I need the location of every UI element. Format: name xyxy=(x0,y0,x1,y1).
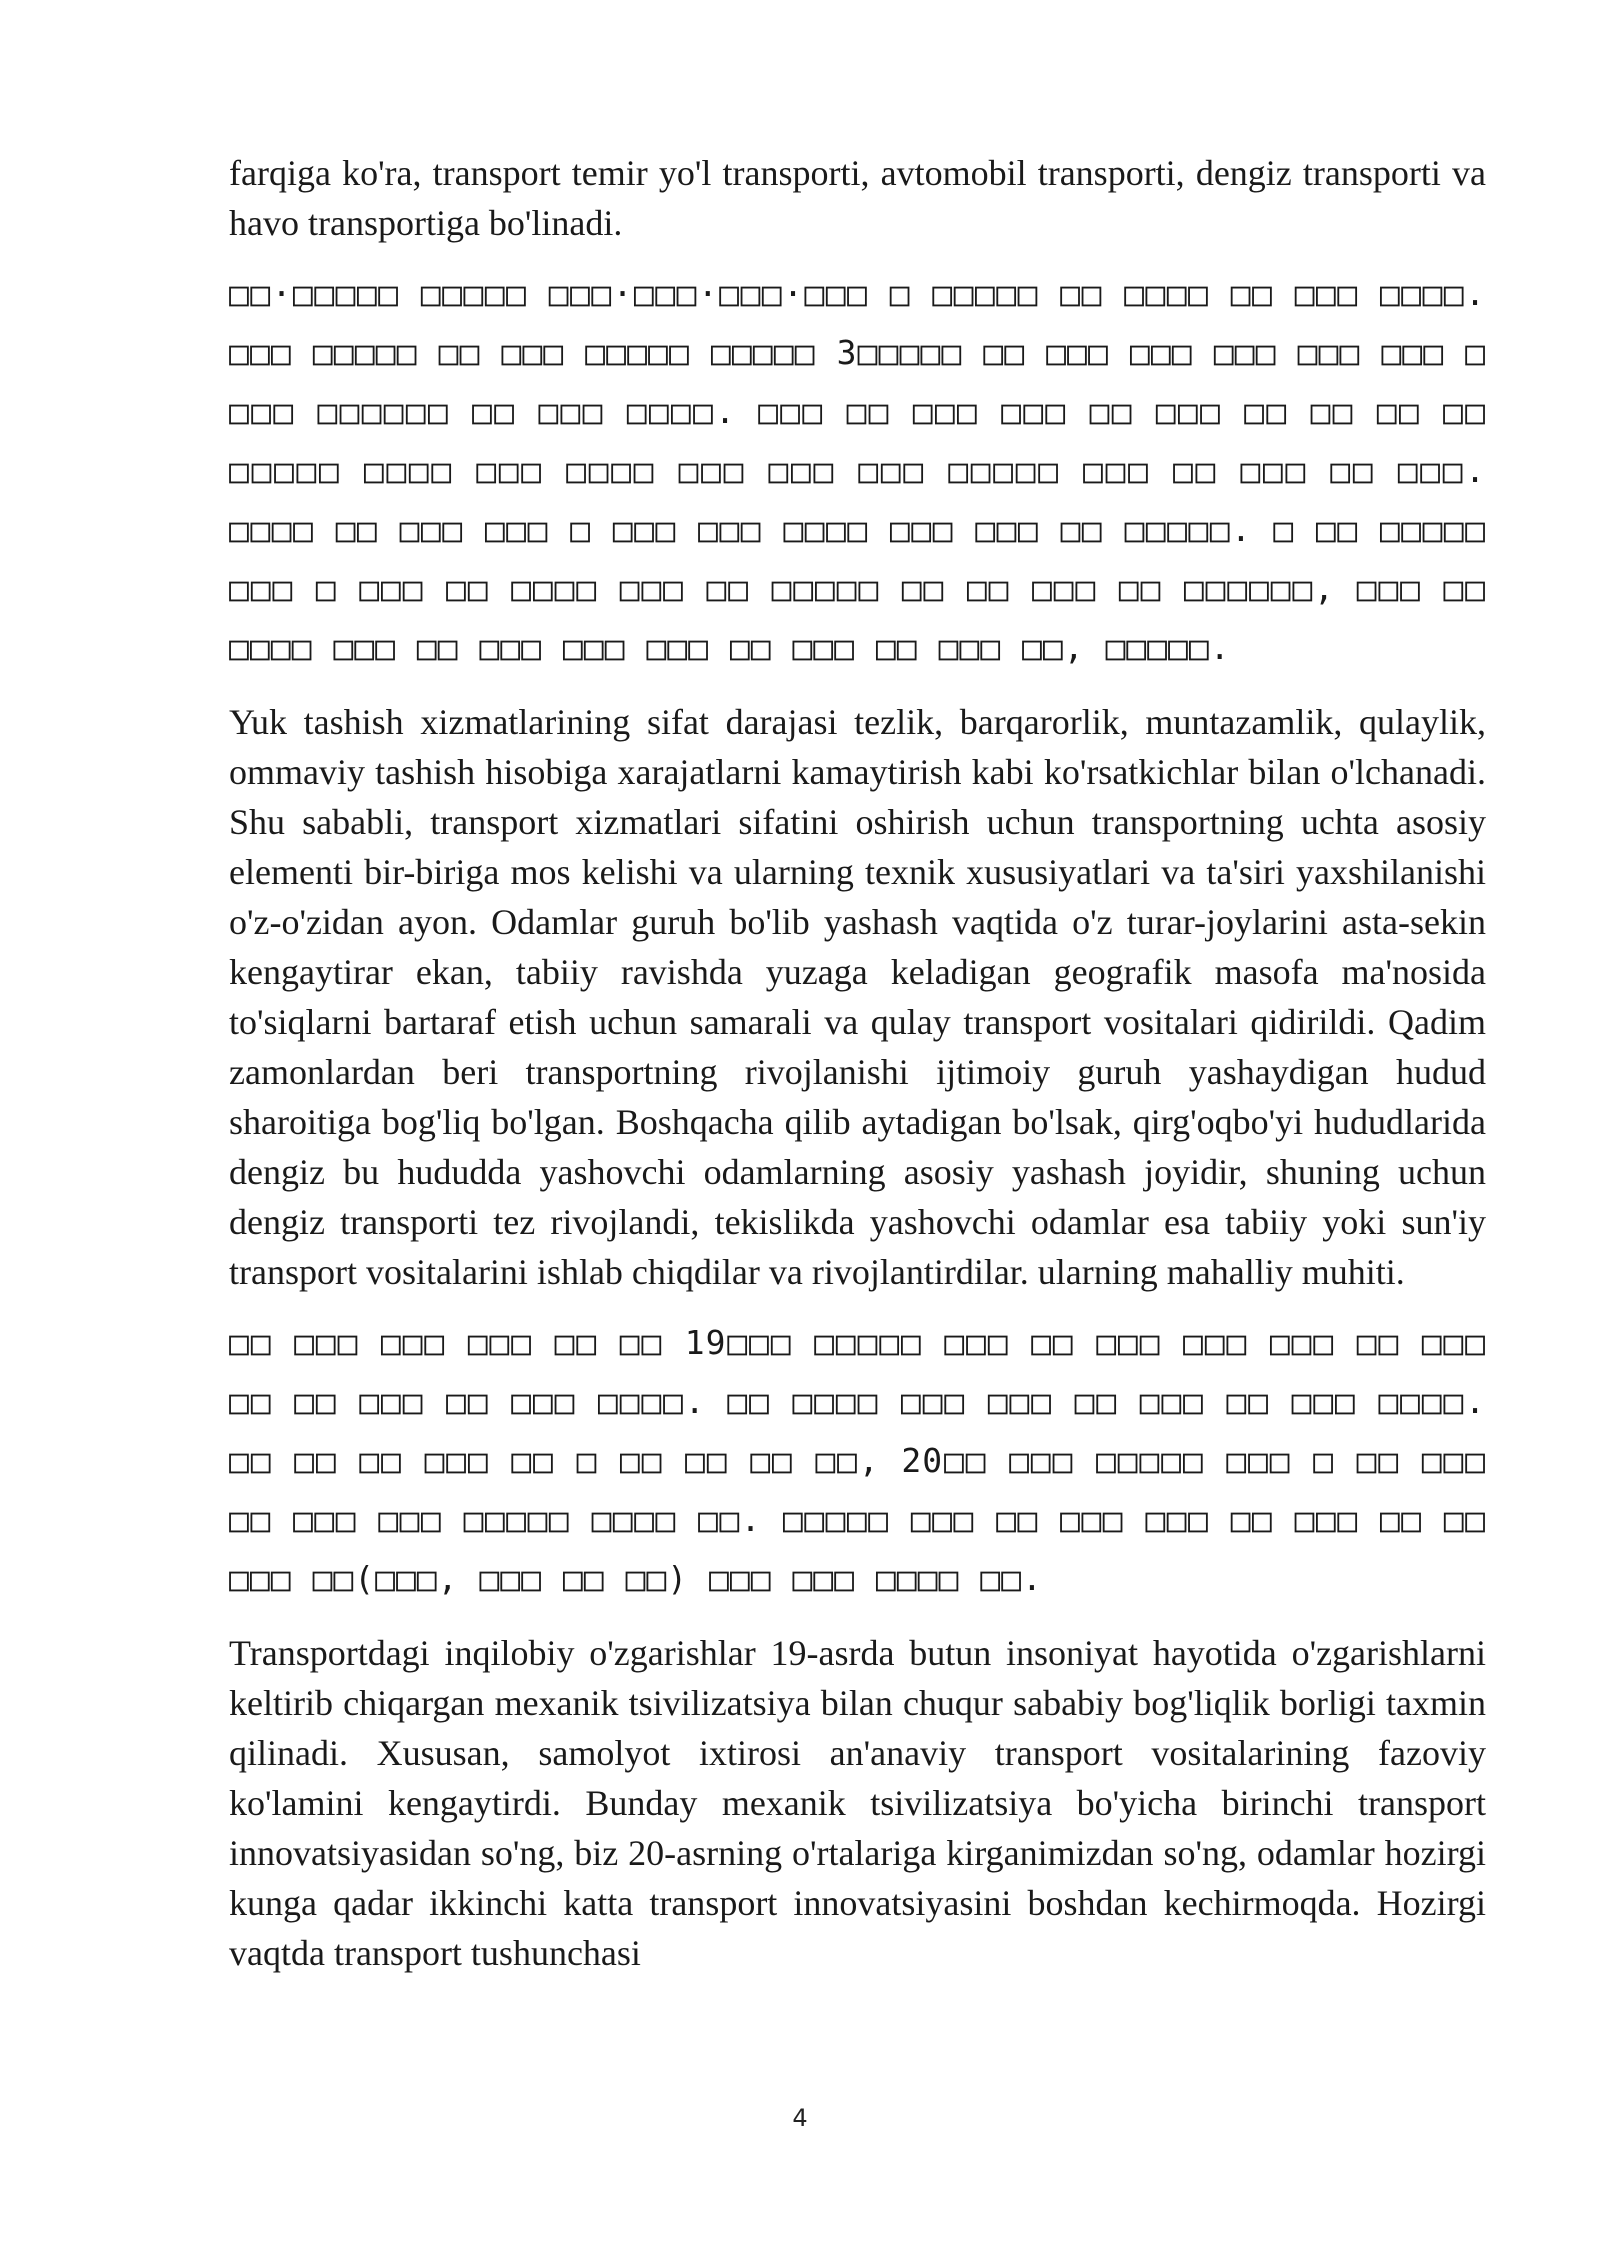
paragraph-transport-revolution: Transportdagi inqilobiy o'zgarishlar 19-asrda butun insoniyat hayotida o'zgarishlarni keltirib chiqargan mexanik tsivilizatsiya bilan chuqur sababiy bog'liqlik borligi taxmin qilinadi. Xususan, samolyot ixtirosi an'anaviy transport vositalarining fazoviy ko'lamini kengaytirdi. Bunday mexanik tsivilizatsiya bo'yicha birinchi transport innovatsiyasidan so'ng, biz 20-asrning o'rtalariga kirganimizdan so'ng, odamlar hozirgi kunga qadar ikkinchi katta transport innovatsiyasini boshdan kechirmoqda. Hozirgi vaqtda transport tushunchasi xyxy=(229,1633,1486,1973)
paragraph-transport-types: farqiga ko'ra, transport temir yo'l transporti, avtomobil transporti, dengiz transporti va havo transportiga bo'linadi. xyxy=(229,153,1486,243)
page-number: 4 xyxy=(792,2104,808,2132)
paragraph-service-quality: Yuk tashish xizmatlarining sifat darajasi tezlik, barqarorlik, muntazamlik, qulaylik, ommaviy tashish hisobiga xarajatlarni kamaytirish kabi ko'rsatkichlar bilan o'lchanadi. Shu sababli, transport xizmatlari sifatini oshirish uchun transportning uchta asosiy elementi bir-biriga mos kelishi va ularning texnik xususiyatlari va ta'siri yaxshilanishi o'z-o'zidan ayon. Odamlar guruh bo'lib yashash vaqtida o'z turar-joylarini asta-sekin kengaytirar ekan, tabiiy ravishda yuzaga keladigan geografik masofa ma'nosida to'siqlarni bartaraf etish uchun samarali va qulay transport vositalari qidirildi. Qadim zamonlardan beri transportning rivojlanishi ijtimoiy guruh yashaydigan hudud sharoitiga bog'liq bo'lgan. Boshqacha qilib aytadigan bo'lsak, qirg'oqbo'yi hududlarida dengiz bu hududda yashovchi odamlarning asosiy yashash joyidir, shuning uchun dengiz transporti tez rivojlandi, tekislikda yashovchi odamlar esa tabiiy yoki sun'iy transport vositalarini ishlab chiqdilar va rivojlantirdilar. ularning mahalliy muhiti. xyxy=(229,702,1486,1292)
paragraph-unrendered-glyphs-2: □□ □□□ □□□ □□□ □□ □□ 19□□□ □□□□□ □□□ □□ □□□ □□□ □□□ □□ □□□ □□ □□ □□□ □□ □□□ □□□□. □□ □□□□ □□□ □□□ □□ □□□ □□ □□□ □□□□. □□ □□ □□ □□□ □□ □ □□ □□ □□ □□, 20□□ □□□ □□□□□ □□□ □ □□ □□□ □□ □□□ □□□ □□□□□ □□□□ □□. □□□□□ □□□ □□ □□□ □□□ □□ □□□ □□ □□ □□□ □□(□□□, □□□ □□ □□) □□□ □□□ □□□□ □□. xyxy=(229,1323,1486,1598)
paragraph-unrendered-glyphs-1: □□·□□□□□ □□□□□ □□□·□□□·□□□·□□□ □ □□□□□ □□ □□□□ □□ □□□ □□□□. □□□ □□□□□ □□ □□□ □□□□□ □□□□□ 3□□□□□ □□ □□□ □□□ □□□ □□□ □□□ □ □□□ □□□□□□ □□ □□□ □□□□. □□□ □□ □□□ □□□ □□ □□□ □□ □□ □□ □□ □□□□□ □□□□ □□□ □□□□ □□□ □□□ □□□ □□□□□ □□□ □□ □□□ □□ □□□. □□□□ □□ □□□ □□□ □ □□□ □□□ □□□□ □□□ □□□ □□ □□□□□. □ □□ □□□□□ □□□ □ □□□ □□ □□□□ □□□ □□ □□□□□ □□ □□ □□□ □□ □□□□□□, □□□ □□ □□□□ □□□ □□ □□□ □□□ □□□ □□ □□□ □□ □□□ □□, □□□□□. xyxy=(229,274,1486,667)
page-body xyxy=(229,148,1486,1994)
